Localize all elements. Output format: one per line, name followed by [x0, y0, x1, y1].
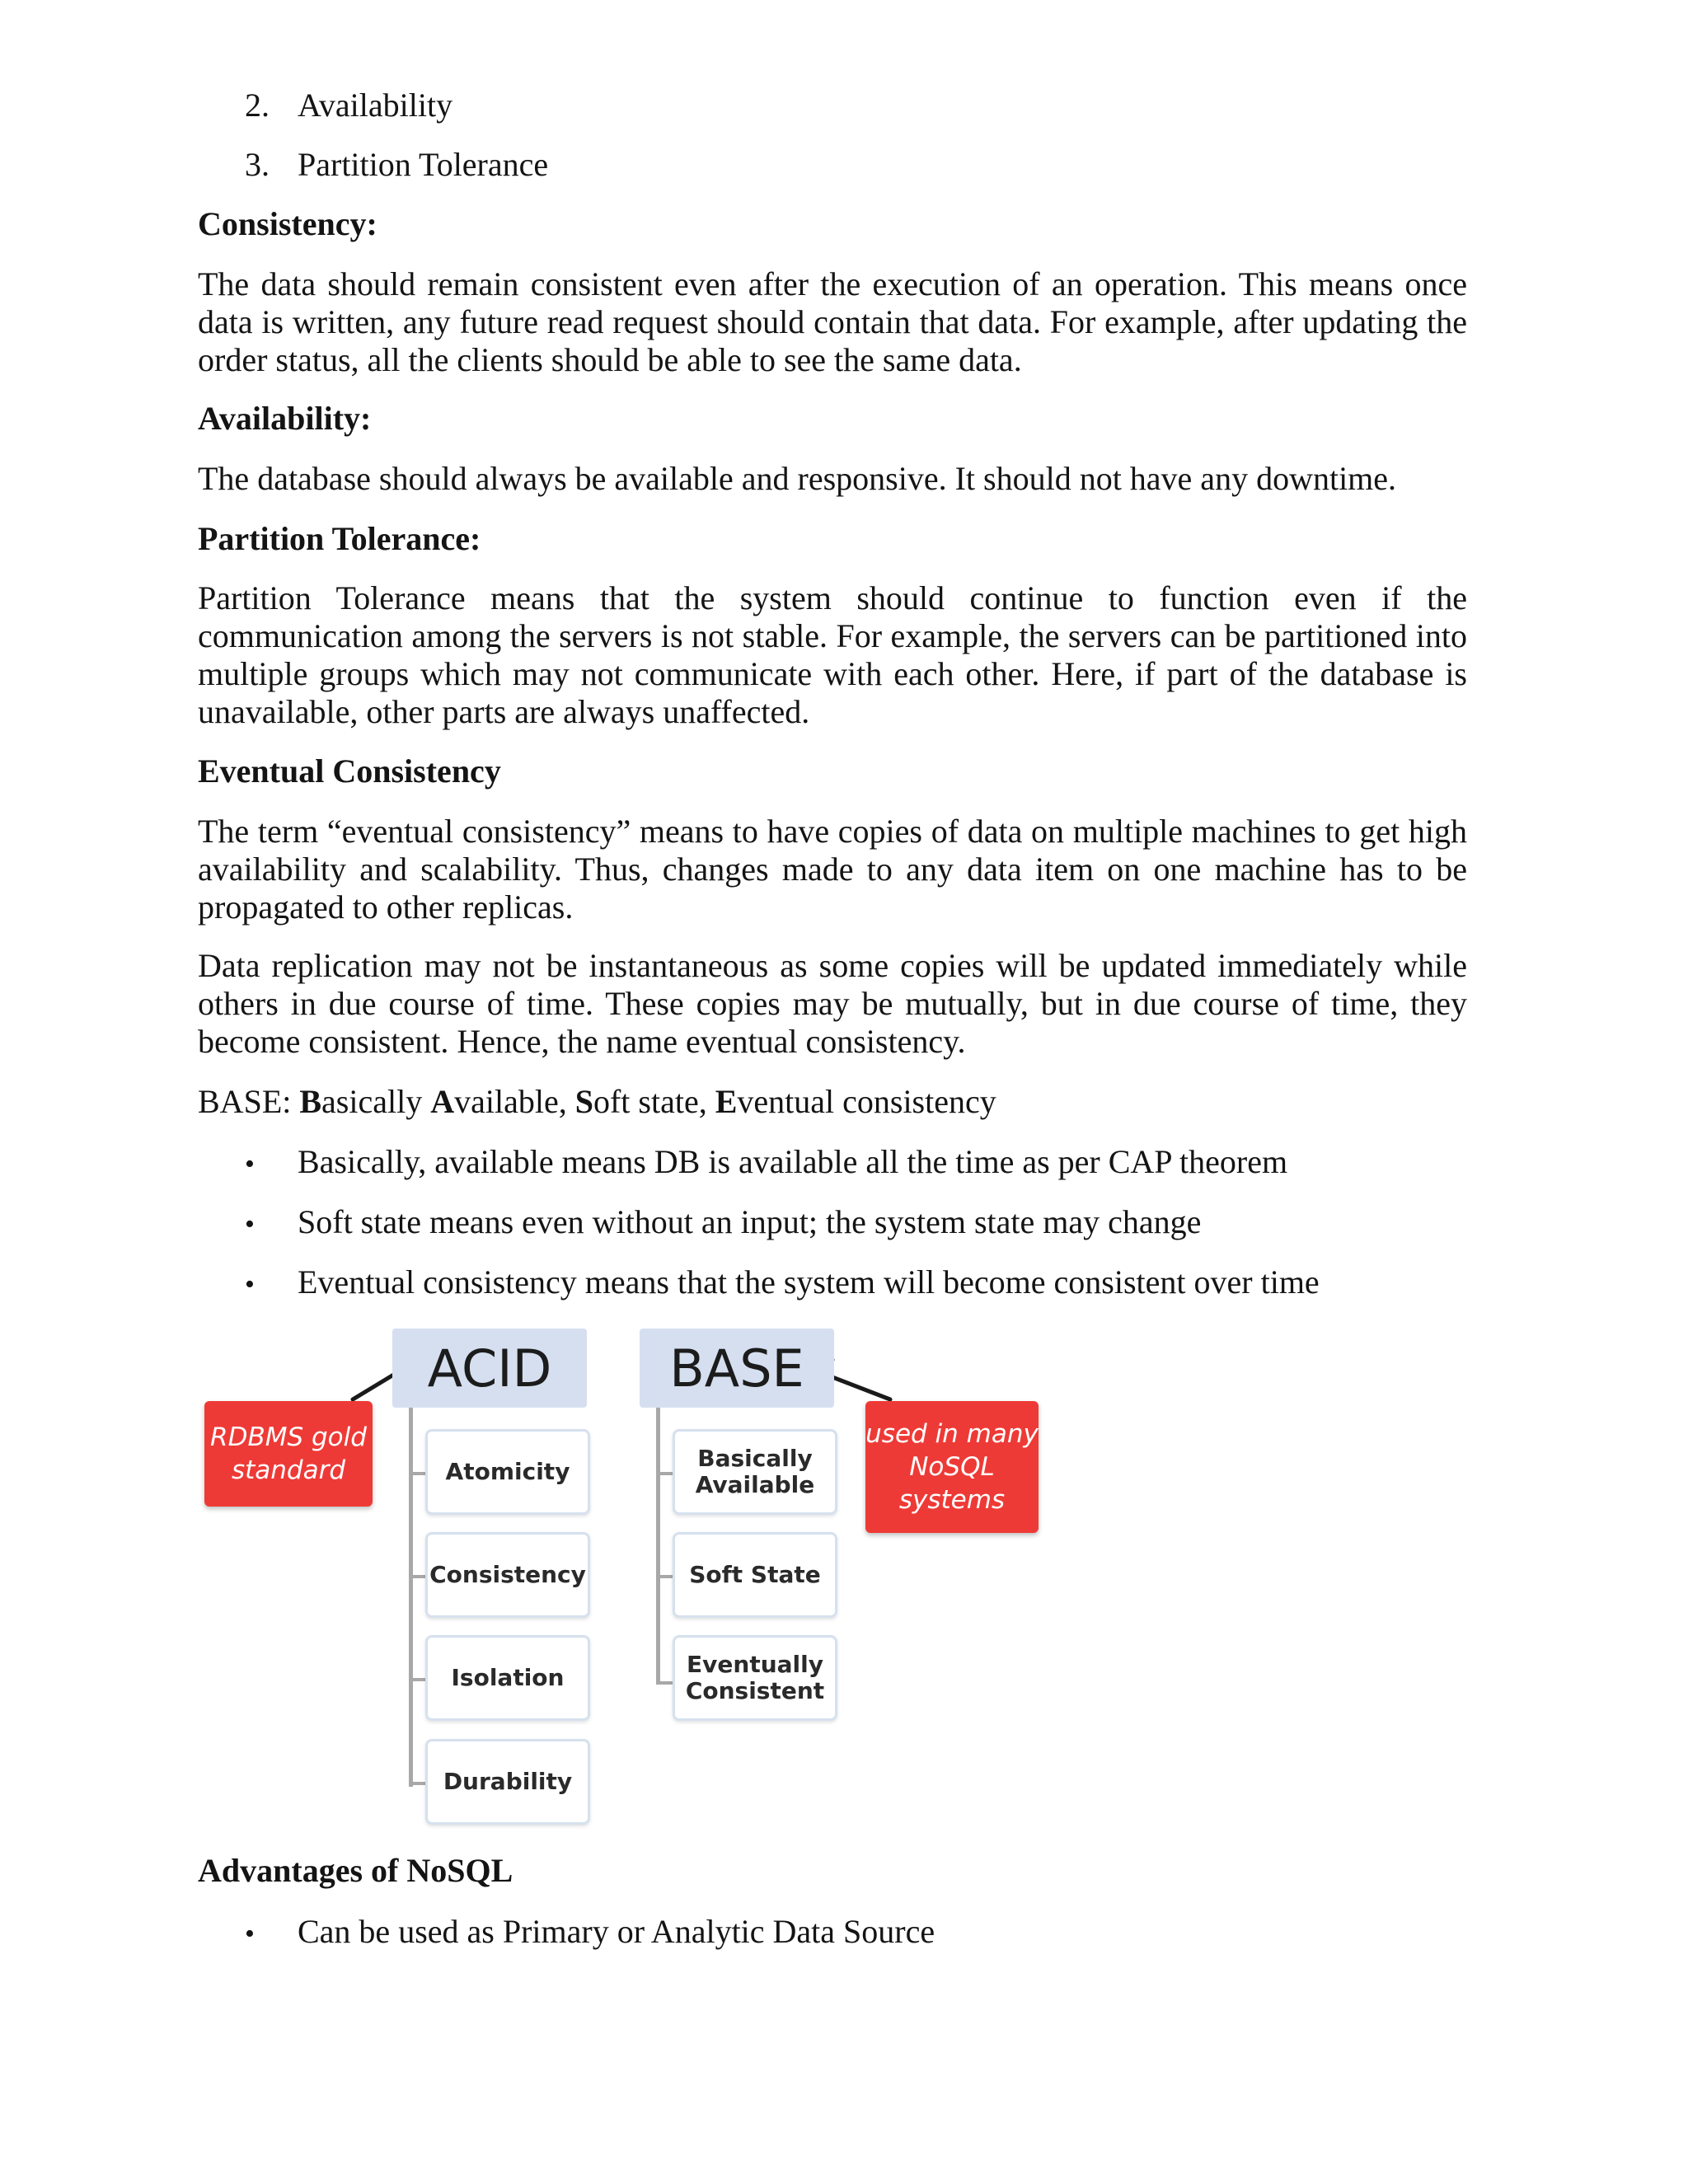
base-item-basically-available: Basically Available: [673, 1429, 837, 1515]
availability-heading: Availability:: [198, 400, 372, 437]
base-annotation-tag: used in many NoSQL systems: [865, 1401, 1039, 1533]
base-bullet: • Soft state means even without an input; the system state may change: [245, 1203, 1202, 1240]
base-bullet: • Eventual consistency means that the system will become consistent over time: [245, 1263, 1320, 1301]
advantages-heading: Advantages of NoSQL: [198, 1852, 513, 1889]
consistency-paragraph: The data should remain consistent even after the execution of an operation. This means once data is written, any future read request should contain that data. For example, after updating the order status, all the clients should be able to see the same data.: [198, 265, 1467, 378]
acid-connector-line: [409, 1408, 413, 1787]
diagram-arrows: [198, 1319, 1055, 1838]
numbered-list-item: 2. Availability: [245, 87, 453, 124]
acid-connector-tick: [409, 1782, 425, 1785]
base-item-eventually-consistent: Eventually Consistent: [673, 1635, 837, 1721]
consistency-heading: Consistency:: [198, 205, 377, 242]
acid-header: ACID: [392, 1329, 587, 1408]
acid-annotation-tag: RDBMS gold standard: [204, 1401, 373, 1507]
base-connector-line: [656, 1408, 660, 1685]
base-connector-tick: [656, 1681, 673, 1685]
eventual-consistency-heading: Eventual Consistency: [198, 752, 501, 790]
base-item-soft-state: Soft State: [673, 1532, 837, 1618]
base-definition: BASE: Basically Available, Soft state, Eventual consistency: [198, 1083, 996, 1120]
acid-connector-tick: [409, 1678, 425, 1681]
acid-item-durability: Durability: [425, 1739, 590, 1825]
partition-tolerance-paragraph: Partition Tolerance means that the system should continue to function even if the communication among the servers is not stable. For example, the servers can be partitioned into multiple groups which may not communicate with each other. Here, if part of the database is unavailable, other parts are always unaffected.: [198, 579, 1467, 730]
acid-connector-tick: [409, 1472, 425, 1475]
eventual-consistency-paragraph-2: Data replication may not be instantaneous as some copies will be updated immediately while others in due course of time. These copies may be mutually, but in due course of time, they become consistent. Hence, the name eventual consistency.: [198, 947, 1467, 1060]
base-header: BASE: [640, 1329, 834, 1408]
availability-paragraph: The database should always be available and responsive. It should not have any downtime.: [198, 460, 1397, 497]
partition-tolerance-heading: Partition Tolerance:: [198, 520, 481, 557]
base-connector-tick: [656, 1575, 673, 1578]
acid-item-isolation: Isolation: [425, 1635, 590, 1721]
acid-item-atomicity: Atomicity: [425, 1429, 590, 1515]
advantages-bullet: • Can be used as Primary or Analytic Data Source: [245, 1913, 935, 1950]
eventual-consistency-paragraph-1: The term “eventual consistency” means to have copies of data on multiple machines to get high availability and scalability. Thus, changes made to any data item on one machine has to be propagated to other replicas.: [198, 813, 1467, 926]
base-bullet: • Basically, available means DB is available all the time as per CAP theorem: [245, 1143, 1288, 1180]
base-connector-tick: [656, 1472, 673, 1475]
acid-connector-tick: [409, 1575, 425, 1578]
acid-base-diagram: [198, 1319, 1055, 1838]
numbered-list-item: 3. Partition Tolerance: [245, 146, 549, 183]
acid-item-consistency: Consistency: [425, 1532, 590, 1618]
